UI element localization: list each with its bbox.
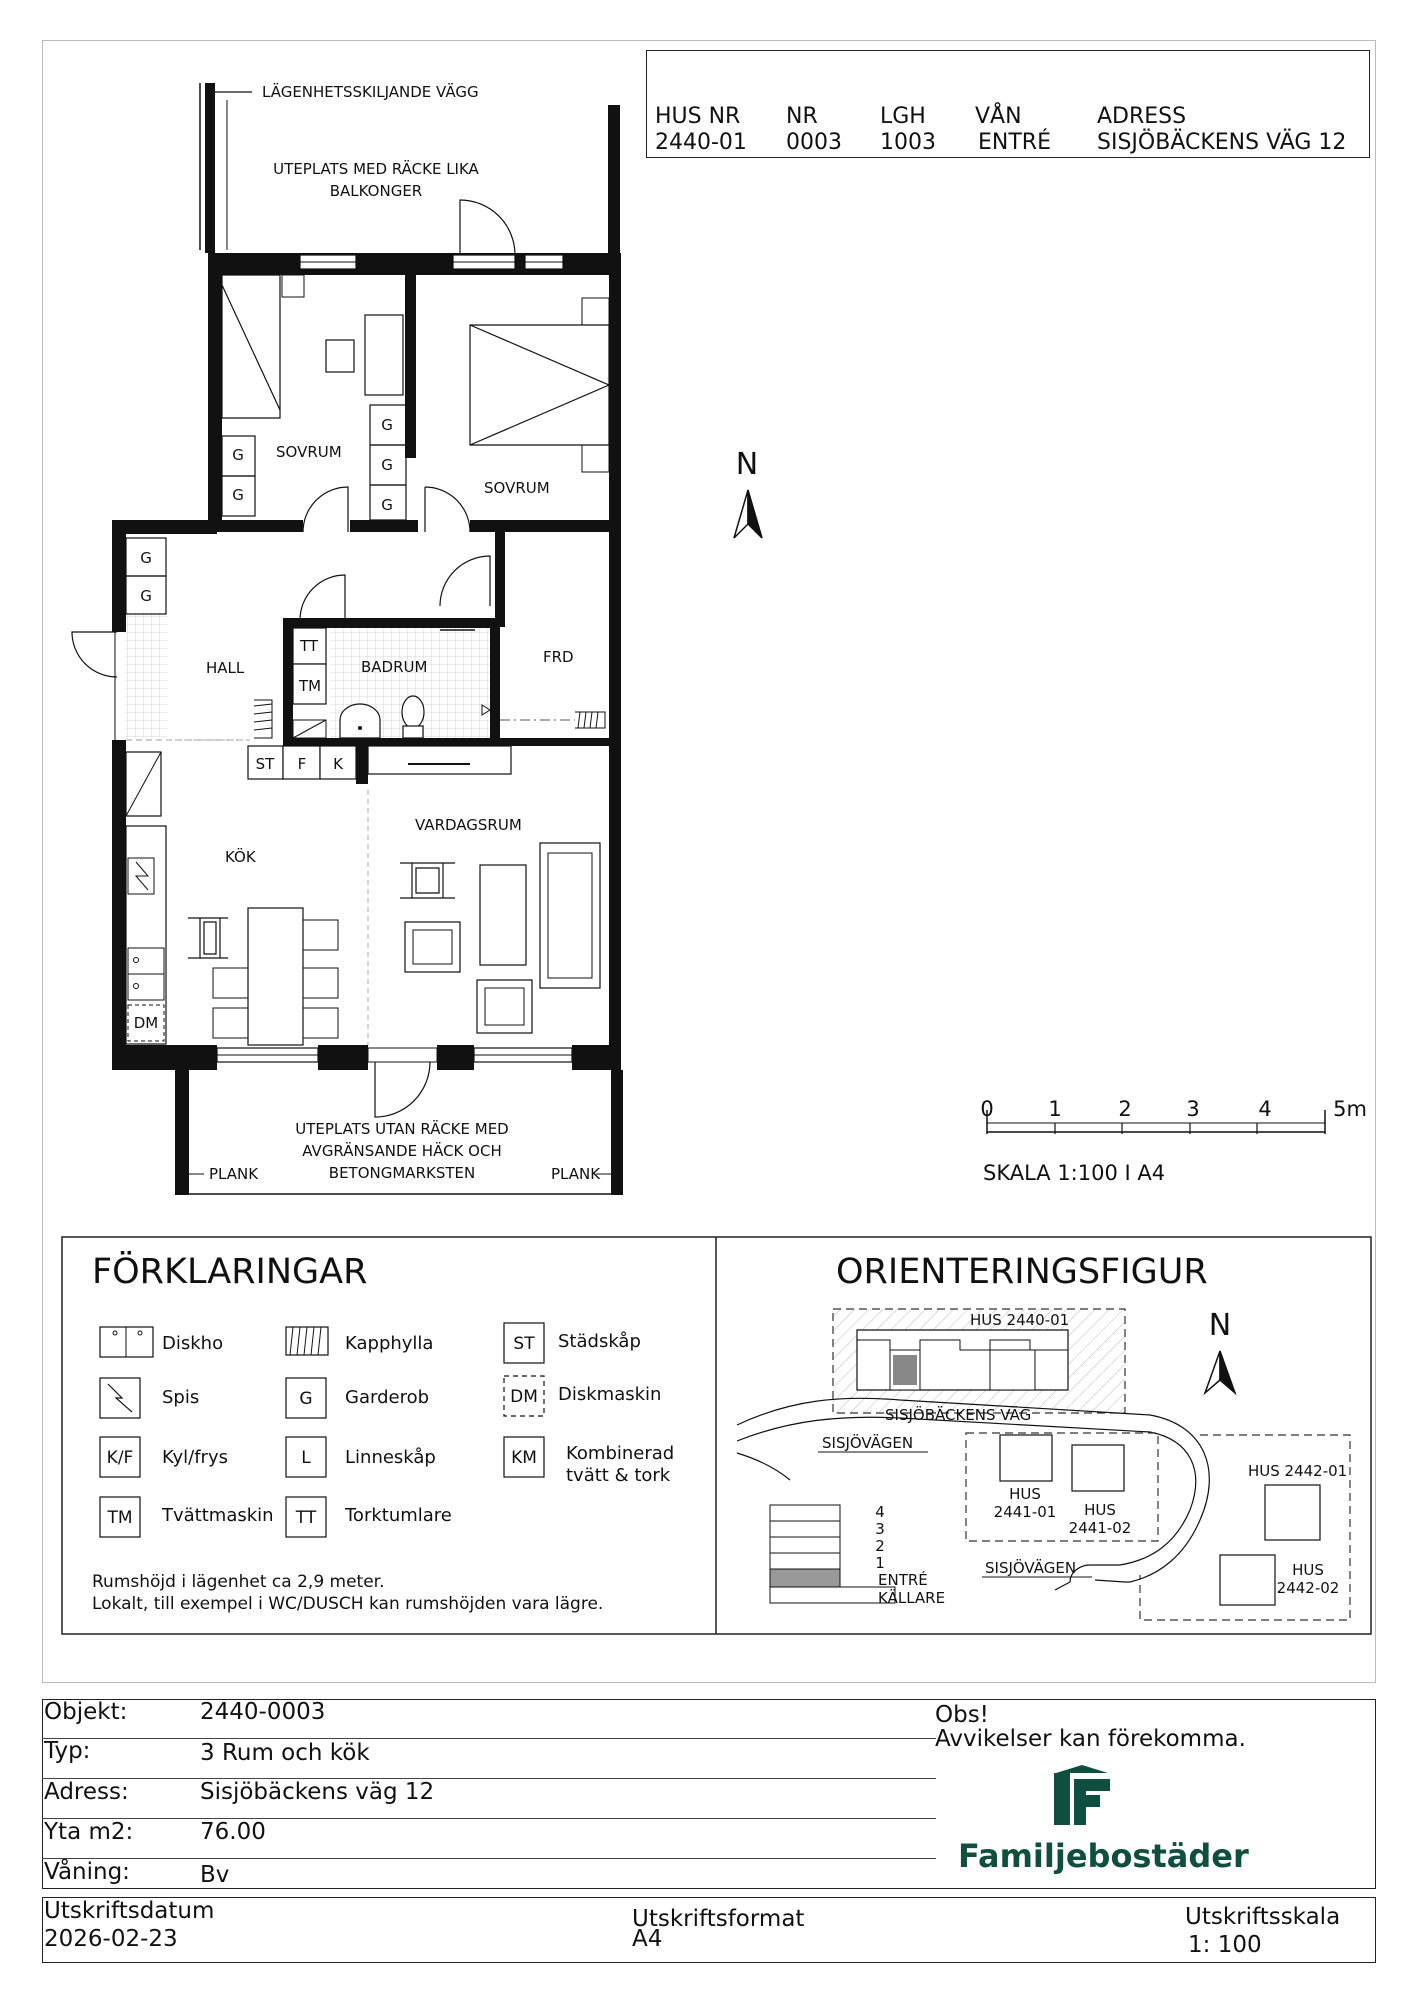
wall-bedroom-divider	[405, 253, 416, 458]
legend-stadskap: Städskåp	[558, 1331, 641, 1352]
orientation-north: N	[1208, 1308, 1232, 1343]
legend-linneskap: Linneskåp	[345, 1447, 436, 1468]
header-label-nr: NR	[786, 104, 818, 129]
toilet	[402, 696, 424, 728]
code-g-4: G	[381, 456, 393, 474]
wall-bath-top	[283, 618, 498, 628]
tv-bench	[368, 746, 511, 774]
legend-diskho: Diskho	[162, 1333, 224, 1354]
info-row-line-3	[42, 1818, 936, 1819]
wall-frd-top	[495, 532, 505, 627]
legend-l-code: L	[301, 1448, 311, 1468]
label-plank-right: PLANK	[551, 1165, 601, 1183]
coat-rack-icon	[286, 1327, 328, 1355]
chair-left	[326, 340, 354, 372]
info-row-line-4	[42, 1858, 936, 1859]
legend-title: FÖRKLARINGAR	[92, 1252, 368, 1292]
legend-torktumlare: Torktumlare	[345, 1505, 452, 1526]
desk-left	[365, 315, 403, 395]
sofa	[540, 843, 600, 988]
wall-bath-bottom	[283, 738, 500, 746]
vaning-value: Bv	[200, 1862, 230, 1888]
label-hus-2442-01: HUS 2442-01	[1248, 1462, 1348, 1480]
legend-kapphylla: Kapphylla	[345, 1333, 434, 1354]
building-2440	[857, 1330, 1068, 1390]
legend-kylfrys: Kyl/frys	[162, 1447, 228, 1468]
familjebostader-logo-icon	[1050, 1765, 1114, 1829]
wall-bedrooms-bottom-left	[208, 520, 303, 532]
north-label: N	[735, 447, 759, 482]
legend-st-code: ST	[513, 1334, 535, 1354]
label-bottom-patio-2: AVGRÄNSANDE HÄCK OCH	[302, 1142, 502, 1160]
header-value-lgh: 1003	[880, 130, 936, 155]
footer-datum-value: 2026-02-23	[44, 1926, 178, 1952]
wall-bottom-2	[318, 1045, 368, 1070]
vaning-label: Våning:	[44, 1859, 130, 1885]
legend-kombinerad-2: tvätt & tork	[566, 1465, 671, 1486]
room-badrum: BADRUM	[361, 658, 428, 676]
hall-tiles	[125, 612, 167, 738]
label-plank-left: PLANK	[209, 1165, 259, 1183]
label-hus-2441-01-b: 2441-01	[993, 1503, 1057, 1521]
header-value-hus-nr: 2440-01	[655, 130, 747, 155]
footer-skala-label: Utskriftsskala	[1185, 1904, 1341, 1930]
scale-tick-4: 4	[1258, 1097, 1272, 1121]
entry-door	[72, 632, 117, 677]
legend-tt-code: TT	[295, 1508, 317, 1528]
wall-bottom-3	[437, 1045, 474, 1070]
wall-left-bedroom	[208, 253, 222, 525]
nightstand-right-1	[582, 298, 609, 325]
balcony-door	[460, 200, 515, 255]
code-g-5: G	[381, 496, 393, 514]
label-sisjovagen-2: SISJÖVÄGEN	[985, 1559, 1077, 1577]
label-top-patio-1: UTEPLATS MED RÄCKE LIKA	[273, 160, 479, 178]
legend-diskmaskin: Diskmaskin	[558, 1384, 662, 1405]
objekt-label: Objekt:	[44, 1699, 128, 1725]
bed-left	[222, 275, 280, 418]
info-row-line-1	[42, 1738, 936, 1739]
code-g-6: G	[140, 549, 152, 567]
typ-value: 3 Rum och kök	[200, 1740, 370, 1766]
legend-dm-code: DM	[510, 1387, 538, 1407]
obs-label: Obs!	[935, 1702, 989, 1728]
stove-icon	[100, 1378, 140, 1418]
header-label-lgh: LGH	[880, 104, 926, 129]
chair-d4	[303, 968, 338, 998]
label-bottom-patio-1: UTEPLATS UTAN RÄCKE MED	[295, 1120, 509, 1138]
label-hus-2441-01-a: HUS	[1009, 1485, 1041, 1503]
yta-label: Yta m2:	[44, 1819, 134, 1845]
brand-name: Familjebostäder	[958, 1837, 1249, 1875]
washbasin	[340, 704, 380, 738]
wall-bedrooms-bottom-right	[470, 520, 620, 532]
room-frd: FRD	[543, 648, 574, 666]
wall-frd-bottom	[490, 738, 620, 746]
wall-outer-left-2	[112, 740, 126, 1070]
room-sovrum-left: SOVRUM	[276, 443, 342, 461]
code-st: ST	[255, 755, 275, 773]
code-g-2: G	[232, 486, 244, 504]
building-2441-02	[1072, 1445, 1124, 1491]
wall-hall-top	[112, 520, 217, 534]
header-label-van: VÅN	[975, 104, 1022, 129]
floor-1: 1	[875, 1554, 885, 1572]
scale-tick-5: 5m	[1333, 1097, 1367, 1121]
floor-2: 2	[875, 1537, 885, 1555]
coffee-table	[480, 865, 526, 965]
footer-skala-value: 1: 100	[1188, 1932, 1262, 1958]
legend-note-2: Lokalt, till exempel i WC/DUSCH kan rumshöjden vara lägre.	[92, 1594, 604, 1614]
header-value-nr: 0003	[786, 130, 842, 155]
wall-stub	[356, 746, 368, 784]
label-wall: LÄGENHETSSKILJANDE VÄGG	[262, 83, 479, 101]
label-top-patio-2: BALKONGER	[329, 182, 423, 200]
code-g-1: G	[232, 446, 244, 464]
coat-rack-hall	[254, 700, 272, 738]
bottom-patio-wall-right	[611, 1070, 623, 1195]
dining-table	[248, 908, 303, 1045]
floor-3: 3	[875, 1520, 885, 1538]
footer-format-label: Utskriftsformat	[632, 1906, 805, 1932]
room-vardagsrum: VARDAGSRUM	[415, 816, 522, 834]
building-2442-02	[1220, 1555, 1275, 1605]
scale-label: SKALA 1:100 I A4	[983, 1161, 1166, 1185]
legend-kombinerad-1: Kombinerad	[566, 1443, 675, 1464]
highchair	[188, 918, 228, 958]
wall-outer-right	[609, 520, 621, 1070]
legend-note-1: Rumshöjd i lägenhet ca 2,9 meter.	[92, 1572, 385, 1592]
sink-icon	[100, 1327, 153, 1357]
info-row-line-2	[42, 1778, 936, 1779]
legend-tm-code: TM	[107, 1508, 133, 1528]
label-sisjobackens-vag: SISJÖBÄCKENS VÄG	[885, 1406, 1032, 1424]
bed-right	[470, 325, 609, 445]
orientation-title: ORIENTERINGSFIGUR	[836, 1252, 1208, 1292]
label-sisjovagen-1: SISJÖVÄGEN	[822, 1434, 914, 1452]
code-g-3: G	[381, 416, 393, 434]
scale-tick-2: 2	[1118, 1097, 1132, 1121]
scale-tick-0: 0	[980, 1097, 994, 1121]
code-g-7: G	[140, 587, 152, 605]
footer-datum-label: Utskriftsdatum	[44, 1898, 215, 1924]
label-hus-2442-02-a: HUS	[1292, 1561, 1324, 1579]
patio-wall-right	[608, 105, 620, 253]
adress-value: Sisjöbäckens väg 12	[200, 1779, 435, 1805]
legend-garderob: Garderob	[345, 1387, 430, 1408]
legend-tvattmaskin: Tvättmaskin	[162, 1505, 274, 1526]
floor-4: 4	[875, 1503, 885, 1521]
scale-tick-3: 3	[1186, 1097, 1200, 1121]
label-hus-2442-02-b: 2442-02	[1276, 1579, 1340, 1597]
code-tm: TM	[298, 677, 322, 695]
code-f: F	[297, 755, 307, 773]
legend-spis: Spis	[162, 1387, 200, 1408]
door-bathroom	[300, 575, 345, 620]
room-hall: HALL	[206, 659, 245, 677]
chair-d5	[303, 1008, 338, 1038]
typ-label: Typ:	[44, 1738, 91, 1764]
chair-d1	[213, 968, 248, 998]
label-hus-2441-02-a: HUS	[1084, 1501, 1116, 1519]
scale-bar	[987, 1110, 1325, 1134]
door-frd	[440, 556, 490, 606]
legend-kf-code: K/F	[106, 1448, 134, 1468]
wall-bath-left	[283, 618, 293, 746]
label-hus-2440: HUS 2440-01	[970, 1311, 1070, 1329]
footer-format-value: A4	[632, 1926, 663, 1952]
building-2441-01	[1000, 1435, 1052, 1481]
coat-rack-frd	[575, 712, 605, 728]
door-bedroom-left	[303, 487, 348, 532]
header-value-van: ENTRÉ	[978, 130, 1051, 155]
door-bottom-frame	[368, 1048, 437, 1062]
adress-label: Adress:	[44, 1779, 129, 1805]
header-label-hus-nr: HUS NR	[655, 104, 741, 129]
yta-value: 76.00	[200, 1819, 266, 1845]
code-k: K	[333, 755, 343, 773]
legend-km-code: KM	[511, 1448, 537, 1468]
door-bedroom-right	[425, 487, 470, 532]
building-2442-01	[1265, 1485, 1320, 1540]
chair-d3	[303, 920, 338, 950]
north-arrow-icon	[734, 490, 762, 538]
header-label-adress: ADRESS	[1097, 104, 1187, 129]
bottom-patio-wall-left	[175, 1070, 189, 1195]
wall-bath-right	[490, 618, 500, 744]
door-patio	[375, 1062, 430, 1117]
nightstand-left	[282, 275, 304, 297]
wall-bottom-4	[572, 1045, 621, 1070]
obs-note: Avvikelser kan förekomma.	[935, 1726, 1246, 1752]
orientation-north-arrow-icon	[1205, 1351, 1235, 1393]
code-dm: DM	[133, 1014, 159, 1032]
wall-outer-left-1	[112, 520, 126, 632]
objekt-value: 2440-0003	[200, 1699, 326, 1725]
label-hus-2441-02-b: 2441-02	[1068, 1519, 1132, 1537]
partition-wall	[205, 83, 215, 253]
wall-bottom-1	[112, 1045, 217, 1070]
rocking-chair	[400, 863, 455, 898]
nightstand-right-2	[582, 445, 609, 472]
chair-d2	[213, 1008, 248, 1038]
label-bottom-patio-3: BETONGMARKSTEN	[328, 1164, 476, 1182]
wall-right-upper	[609, 253, 621, 533]
label-entre: ENTRÉ	[878, 1571, 928, 1589]
room-sovrum-right: SOVRUM	[484, 479, 550, 497]
label-kallare: KÄLLARE	[878, 1589, 946, 1607]
scale-tick-1: 1	[1048, 1097, 1062, 1121]
code-tt: TT	[299, 637, 319, 655]
header-value-adress: SISJÖBÄCKENS VÄG 12	[1097, 130, 1347, 155]
wall-bedrooms-bottom-mid	[350, 520, 418, 532]
room-kok: KÖK	[225, 848, 256, 866]
legend-g-code: G	[299, 1389, 313, 1409]
